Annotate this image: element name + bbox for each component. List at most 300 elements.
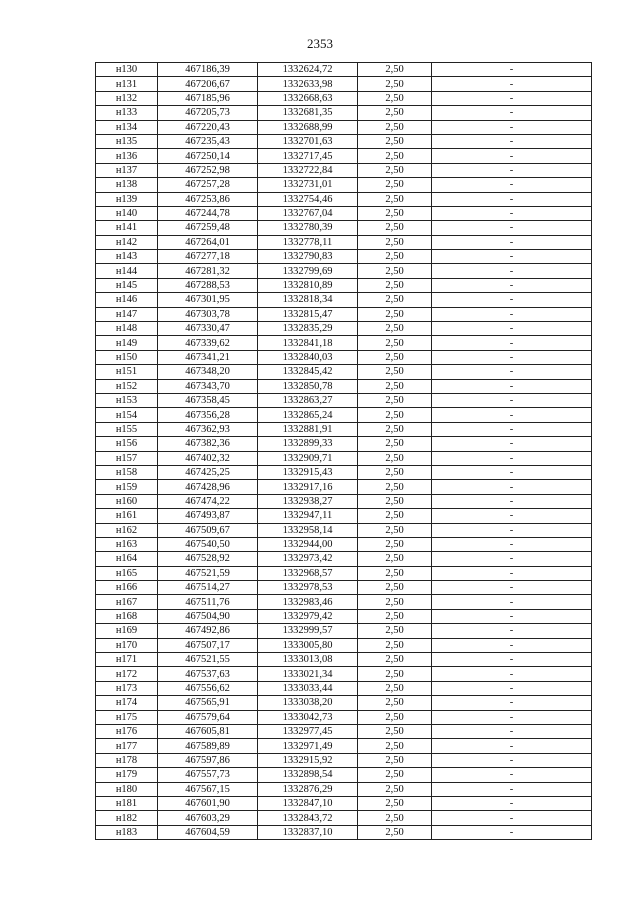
accuracy-cell: 2,50 (358, 825, 432, 839)
point-id-cell: н163 (96, 537, 158, 551)
y-coordinate-cell: 1332898,54 (258, 768, 358, 782)
point-id-cell: н147 (96, 307, 158, 321)
accuracy-cell: 2,50 (358, 681, 432, 695)
y-coordinate-cell: 1332958,14 (258, 523, 358, 537)
point-id-cell: н132 (96, 91, 158, 105)
point-id-cell: н176 (96, 724, 158, 738)
table-row (96, 681, 592, 695)
y-coordinate-cell: 1332876,29 (258, 782, 358, 796)
accuracy-cell: 2,50 (358, 63, 432, 77)
description-cell: - (432, 681, 592, 695)
table-row (96, 696, 592, 710)
x-coordinate-cell: 467205,73 (158, 106, 258, 120)
table-row (96, 796, 592, 810)
point-id-cell: н151 (96, 365, 158, 379)
y-coordinate-cell: 1333013,08 (258, 653, 358, 667)
table-row (96, 710, 592, 724)
accuracy-cell: 2,50 (358, 494, 432, 508)
accuracy-cell: 2,50 (358, 552, 432, 566)
y-coordinate-cell: 1333005,80 (258, 638, 358, 652)
accuracy-cell: 2,50 (358, 307, 432, 321)
accuracy-cell: 2,50 (358, 235, 432, 249)
x-coordinate-cell: 467348,20 (158, 365, 258, 379)
table-row (96, 422, 592, 436)
table-row (96, 408, 592, 422)
x-coordinate-cell: 467565,91 (158, 696, 258, 710)
x-coordinate-cell: 467492,86 (158, 624, 258, 638)
description-cell: - (432, 480, 592, 494)
accuracy-cell: 2,50 (358, 566, 432, 580)
y-coordinate-cell: 1332973,42 (258, 552, 358, 566)
x-coordinate-cell: 467341,21 (158, 350, 258, 364)
table-row (96, 77, 592, 91)
point-id-cell: н172 (96, 667, 158, 681)
description-cell: - (432, 811, 592, 825)
point-id-cell: н144 (96, 264, 158, 278)
y-coordinate-cell: 1332841,18 (258, 336, 358, 350)
accuracy-cell: 2,50 (358, 523, 432, 537)
point-id-cell: н156 (96, 437, 158, 451)
description-cell: - (432, 91, 592, 105)
y-coordinate-cell: 1332624,72 (258, 63, 358, 77)
table-row (96, 667, 592, 681)
table-row (96, 638, 592, 652)
description-cell: - (432, 437, 592, 451)
description-cell: - (432, 278, 592, 292)
x-coordinate-cell: 467362,93 (158, 422, 258, 436)
description-cell: - (432, 250, 592, 264)
table-row (96, 537, 592, 551)
accuracy-cell: 2,50 (358, 250, 432, 264)
description-cell: - (432, 307, 592, 321)
description-cell: - (432, 768, 592, 782)
table-row (96, 739, 592, 753)
point-id-cell: н179 (96, 768, 158, 782)
x-coordinate-cell: 467281,32 (158, 264, 258, 278)
table-row (96, 163, 592, 177)
accuracy-cell: 2,50 (358, 796, 432, 810)
table-row (96, 264, 592, 278)
table-row (96, 221, 592, 235)
table-row (96, 393, 592, 407)
y-coordinate-cell: 1332938,27 (258, 494, 358, 508)
y-coordinate-cell: 1332845,42 (258, 365, 358, 379)
y-coordinate-cell: 1332971,49 (258, 739, 358, 753)
x-coordinate-cell: 467474,22 (158, 494, 258, 508)
description-cell: - (432, 696, 592, 710)
accuracy-cell: 2,50 (358, 811, 432, 825)
x-coordinate-cell: 467356,28 (158, 408, 258, 422)
point-id-cell: н171 (96, 653, 158, 667)
y-coordinate-cell: 1332754,46 (258, 192, 358, 206)
point-id-cell: н182 (96, 811, 158, 825)
description-cell: - (432, 192, 592, 206)
description-cell: - (432, 178, 592, 192)
description-cell: - (432, 724, 592, 738)
y-coordinate-cell: 1332688,99 (258, 120, 358, 134)
x-coordinate-cell: 467264,01 (158, 235, 258, 249)
x-coordinate-cell: 467507,17 (158, 638, 258, 652)
point-id-cell: н181 (96, 796, 158, 810)
point-id-cell: н133 (96, 106, 158, 120)
point-id-cell: н134 (96, 120, 158, 134)
accuracy-cell: 2,50 (358, 91, 432, 105)
table-row (96, 609, 592, 623)
point-id-cell: н148 (96, 322, 158, 336)
description-cell: - (432, 739, 592, 753)
y-coordinate-cell: 1332847,10 (258, 796, 358, 810)
point-id-cell: н152 (96, 379, 158, 393)
y-coordinate-cell: 1332717,45 (258, 149, 358, 163)
description-cell: - (432, 293, 592, 307)
point-id-cell: н146 (96, 293, 158, 307)
table-row (96, 307, 592, 321)
description-cell: - (432, 336, 592, 350)
table-row (96, 724, 592, 738)
description-cell: - (432, 350, 592, 364)
description-cell: - (432, 408, 592, 422)
accuracy-cell: 2,50 (358, 77, 432, 91)
point-id-cell: н178 (96, 753, 158, 767)
x-coordinate-cell: 467186,39 (158, 63, 258, 77)
accuracy-cell: 2,50 (358, 120, 432, 134)
point-id-cell: н145 (96, 278, 158, 292)
table-row (96, 768, 592, 782)
x-coordinate-cell: 467597,86 (158, 753, 258, 767)
y-coordinate-cell: 1332978,53 (258, 581, 358, 595)
description-cell: - (432, 595, 592, 609)
accuracy-cell: 2,50 (358, 537, 432, 551)
y-coordinate-cell: 1332840,03 (258, 350, 358, 364)
accuracy-cell: 2,50 (358, 134, 432, 148)
y-coordinate-cell: 1332909,71 (258, 451, 358, 465)
description-cell: - (432, 106, 592, 120)
table-row (96, 566, 592, 580)
accuracy-cell: 2,50 (358, 667, 432, 681)
accuracy-cell: 2,50 (358, 408, 432, 422)
description-cell: - (432, 379, 592, 393)
point-id-cell: н161 (96, 509, 158, 523)
x-coordinate-cell: 467428,96 (158, 480, 258, 494)
y-coordinate-cell: 1332917,16 (258, 480, 358, 494)
point-id-cell: н169 (96, 624, 158, 638)
x-coordinate-cell: 467511,76 (158, 595, 258, 609)
table-row (96, 178, 592, 192)
x-coordinate-cell: 467540,50 (158, 537, 258, 551)
point-id-cell: н168 (96, 609, 158, 623)
point-id-cell: н141 (96, 221, 158, 235)
point-id-cell: н174 (96, 696, 158, 710)
y-coordinate-cell: 1332799,69 (258, 264, 358, 278)
y-coordinate-cell: 1332863,27 (258, 393, 358, 407)
table-row (96, 465, 592, 479)
table-row (96, 624, 592, 638)
table-row (96, 350, 592, 364)
point-id-cell: н150 (96, 350, 158, 364)
accuracy-cell: 2,50 (358, 264, 432, 278)
x-coordinate-cell: 467514,27 (158, 581, 258, 595)
x-coordinate-cell: 467206,67 (158, 77, 258, 91)
accuracy-cell: 2,50 (358, 278, 432, 292)
description-cell: - (432, 509, 592, 523)
accuracy-cell: 2,50 (358, 609, 432, 623)
point-id-cell: н162 (96, 523, 158, 537)
x-coordinate-cell: 467579,64 (158, 710, 258, 724)
table-row (96, 134, 592, 148)
description-cell: - (432, 753, 592, 767)
point-id-cell: н138 (96, 178, 158, 192)
description-cell: - (432, 494, 592, 508)
x-coordinate-cell: 467493,87 (158, 509, 258, 523)
description-cell: - (432, 667, 592, 681)
y-coordinate-cell: 1332915,43 (258, 465, 358, 479)
accuracy-cell: 2,50 (358, 365, 432, 379)
x-coordinate-cell: 467253,86 (158, 192, 258, 206)
x-coordinate-cell: 467343,70 (158, 379, 258, 393)
point-id-cell: н166 (96, 581, 158, 595)
accuracy-cell: 2,50 (358, 221, 432, 235)
point-id-cell: н180 (96, 782, 158, 796)
table-row (96, 120, 592, 134)
point-id-cell: н158 (96, 465, 158, 479)
description-cell: - (432, 365, 592, 379)
description-cell: - (432, 77, 592, 91)
table-row (96, 63, 592, 77)
table-row (96, 437, 592, 451)
y-coordinate-cell: 1332778,11 (258, 235, 358, 249)
point-id-cell: н140 (96, 206, 158, 220)
y-coordinate-cell: 1332915,92 (258, 753, 358, 767)
point-id-cell: н165 (96, 566, 158, 580)
description-cell: - (432, 393, 592, 407)
x-coordinate-cell: 467556,62 (158, 681, 258, 695)
table-row (96, 250, 592, 264)
table-row (96, 811, 592, 825)
accuracy-cell: 2,50 (358, 293, 432, 307)
accuracy-cell: 2,50 (358, 350, 432, 364)
y-coordinate-cell: 1332968,57 (258, 566, 358, 580)
x-coordinate-cell: 467402,32 (158, 451, 258, 465)
description-cell: - (432, 235, 592, 249)
accuracy-cell: 2,50 (358, 739, 432, 753)
accuracy-cell: 2,50 (358, 379, 432, 393)
point-id-cell: н164 (96, 552, 158, 566)
x-coordinate-cell: 467220,43 (158, 120, 258, 134)
table-row (96, 782, 592, 796)
y-coordinate-cell: 1332944,00 (258, 537, 358, 551)
accuracy-cell: 2,50 (358, 595, 432, 609)
accuracy-cell: 2,50 (358, 624, 432, 638)
y-coordinate-cell: 1332835,29 (258, 322, 358, 336)
point-id-cell: н173 (96, 681, 158, 695)
point-id-cell: н154 (96, 408, 158, 422)
y-coordinate-cell: 1332899,33 (258, 437, 358, 451)
y-coordinate-cell: 1333042,73 (258, 710, 358, 724)
point-id-cell: н159 (96, 480, 158, 494)
table-row (96, 293, 592, 307)
description-cell: - (432, 163, 592, 177)
accuracy-cell: 2,50 (358, 336, 432, 350)
accuracy-cell: 2,50 (358, 422, 432, 436)
x-coordinate-cell: 467250,14 (158, 149, 258, 163)
description-cell: - (432, 537, 592, 551)
y-coordinate-cell: 1332815,47 (258, 307, 358, 321)
point-id-cell: н131 (96, 77, 158, 91)
table-row (96, 206, 592, 220)
point-id-cell: н142 (96, 235, 158, 249)
point-id-cell: н130 (96, 63, 158, 77)
description-cell: - (432, 322, 592, 336)
point-id-cell: н139 (96, 192, 158, 206)
x-coordinate-cell: 467257,28 (158, 178, 258, 192)
x-coordinate-cell: 467605,81 (158, 724, 258, 738)
y-coordinate-cell: 1332947,11 (258, 509, 358, 523)
x-coordinate-cell: 467185,96 (158, 91, 258, 105)
table-row (96, 825, 592, 839)
description-cell: - (432, 63, 592, 77)
accuracy-cell: 2,50 (358, 322, 432, 336)
x-coordinate-cell: 467509,67 (158, 523, 258, 537)
x-coordinate-cell: 467303,78 (158, 307, 258, 321)
x-coordinate-cell: 467277,18 (158, 250, 258, 264)
x-coordinate-cell: 467603,29 (158, 811, 258, 825)
accuracy-cell: 2,50 (358, 638, 432, 652)
point-id-cell: н170 (96, 638, 158, 652)
table-row (96, 523, 592, 537)
table-row (96, 653, 592, 667)
x-coordinate-cell: 467601,90 (158, 796, 258, 810)
accuracy-cell: 2,50 (358, 192, 432, 206)
x-coordinate-cell: 467425,25 (158, 465, 258, 479)
y-coordinate-cell: 1332999,57 (258, 624, 358, 638)
page-number: 2353 (307, 36, 333, 51)
accuracy-cell: 2,50 (358, 163, 432, 177)
accuracy-cell: 2,50 (358, 653, 432, 667)
accuracy-cell: 2,50 (358, 206, 432, 220)
accuracy-cell: 2,50 (358, 768, 432, 782)
accuracy-cell: 2,50 (358, 724, 432, 738)
point-id-cell: н177 (96, 739, 158, 753)
table-row (96, 509, 592, 523)
y-coordinate-cell: 1332722,84 (258, 163, 358, 177)
x-coordinate-cell: 467557,73 (158, 768, 258, 782)
description-cell: - (432, 609, 592, 623)
y-coordinate-cell: 1333033,44 (258, 681, 358, 695)
y-coordinate-cell: 1332681,35 (258, 106, 358, 120)
table-row (96, 753, 592, 767)
y-coordinate-cell: 1332983,46 (258, 595, 358, 609)
point-id-cell: н136 (96, 149, 158, 163)
x-coordinate-cell: 467301,95 (158, 293, 258, 307)
description-cell: - (432, 149, 592, 163)
point-id-cell: н175 (96, 710, 158, 724)
point-id-cell: н183 (96, 825, 158, 839)
x-coordinate-cell: 467288,53 (158, 278, 258, 292)
x-coordinate-cell: 467330,47 (158, 322, 258, 336)
accuracy-cell: 2,50 (358, 437, 432, 451)
table-row (96, 278, 592, 292)
accuracy-cell: 2,50 (358, 696, 432, 710)
y-coordinate-cell: 1332979,42 (258, 609, 358, 623)
coordinates-table-body (96, 63, 592, 840)
accuracy-cell: 2,50 (358, 393, 432, 407)
y-coordinate-cell: 1332731,01 (258, 178, 358, 192)
table-row (96, 192, 592, 206)
y-coordinate-cell: 1332865,24 (258, 408, 358, 422)
description-cell: - (432, 523, 592, 537)
table-row (96, 379, 592, 393)
accuracy-cell: 2,50 (358, 710, 432, 724)
accuracy-cell: 2,50 (358, 753, 432, 767)
x-coordinate-cell: 467528,92 (158, 552, 258, 566)
accuracy-cell: 2,50 (358, 149, 432, 163)
table-row (96, 91, 592, 105)
point-id-cell: н149 (96, 336, 158, 350)
point-id-cell: н143 (96, 250, 158, 264)
x-coordinate-cell: 467235,43 (158, 134, 258, 148)
coordinates-table (95, 62, 592, 840)
x-coordinate-cell: 467537,63 (158, 667, 258, 681)
y-coordinate-cell: 1332767,04 (258, 206, 358, 220)
y-coordinate-cell: 1332668,63 (258, 91, 358, 105)
description-cell: - (432, 264, 592, 278)
table-row (96, 494, 592, 508)
description-cell: - (432, 422, 592, 436)
point-id-cell: н160 (96, 494, 158, 508)
y-coordinate-cell: 1332780,39 (258, 221, 358, 235)
point-id-cell: н153 (96, 393, 158, 407)
table-row (96, 235, 592, 249)
table-row (96, 365, 592, 379)
y-coordinate-cell: 1332837,10 (258, 825, 358, 839)
point-id-cell: н167 (96, 595, 158, 609)
description-cell: - (432, 581, 592, 595)
x-coordinate-cell: 467504,90 (158, 609, 258, 623)
accuracy-cell: 2,50 (358, 106, 432, 120)
accuracy-cell: 2,50 (358, 509, 432, 523)
y-coordinate-cell: 1332850,78 (258, 379, 358, 393)
x-coordinate-cell: 467521,55 (158, 653, 258, 667)
x-coordinate-cell: 467244,78 (158, 206, 258, 220)
x-coordinate-cell: 467589,89 (158, 739, 258, 753)
table-row (96, 106, 592, 120)
x-coordinate-cell: 467252,98 (158, 163, 258, 177)
table-row (96, 451, 592, 465)
x-coordinate-cell: 467339,62 (158, 336, 258, 350)
x-coordinate-cell: 467358,45 (158, 393, 258, 407)
description-cell: - (432, 653, 592, 667)
description-cell: - (432, 624, 592, 638)
x-coordinate-cell: 467604,59 (158, 825, 258, 839)
description-cell: - (432, 134, 592, 148)
y-coordinate-cell: 1332977,45 (258, 724, 358, 738)
point-id-cell: н135 (96, 134, 158, 148)
description-cell: - (432, 120, 592, 134)
accuracy-cell: 2,50 (358, 782, 432, 796)
accuracy-cell: 2,50 (358, 480, 432, 494)
table-row (96, 322, 592, 336)
table-row (96, 552, 592, 566)
description-cell: - (432, 206, 592, 220)
description-cell: - (432, 221, 592, 235)
accuracy-cell: 2,50 (358, 451, 432, 465)
y-coordinate-cell: 1332810,89 (258, 278, 358, 292)
description-cell: - (432, 782, 592, 796)
x-coordinate-cell: 467521,59 (158, 566, 258, 580)
y-coordinate-cell: 1332633,98 (258, 77, 358, 91)
table-row (96, 149, 592, 163)
y-coordinate-cell: 1333021,34 (258, 667, 358, 681)
